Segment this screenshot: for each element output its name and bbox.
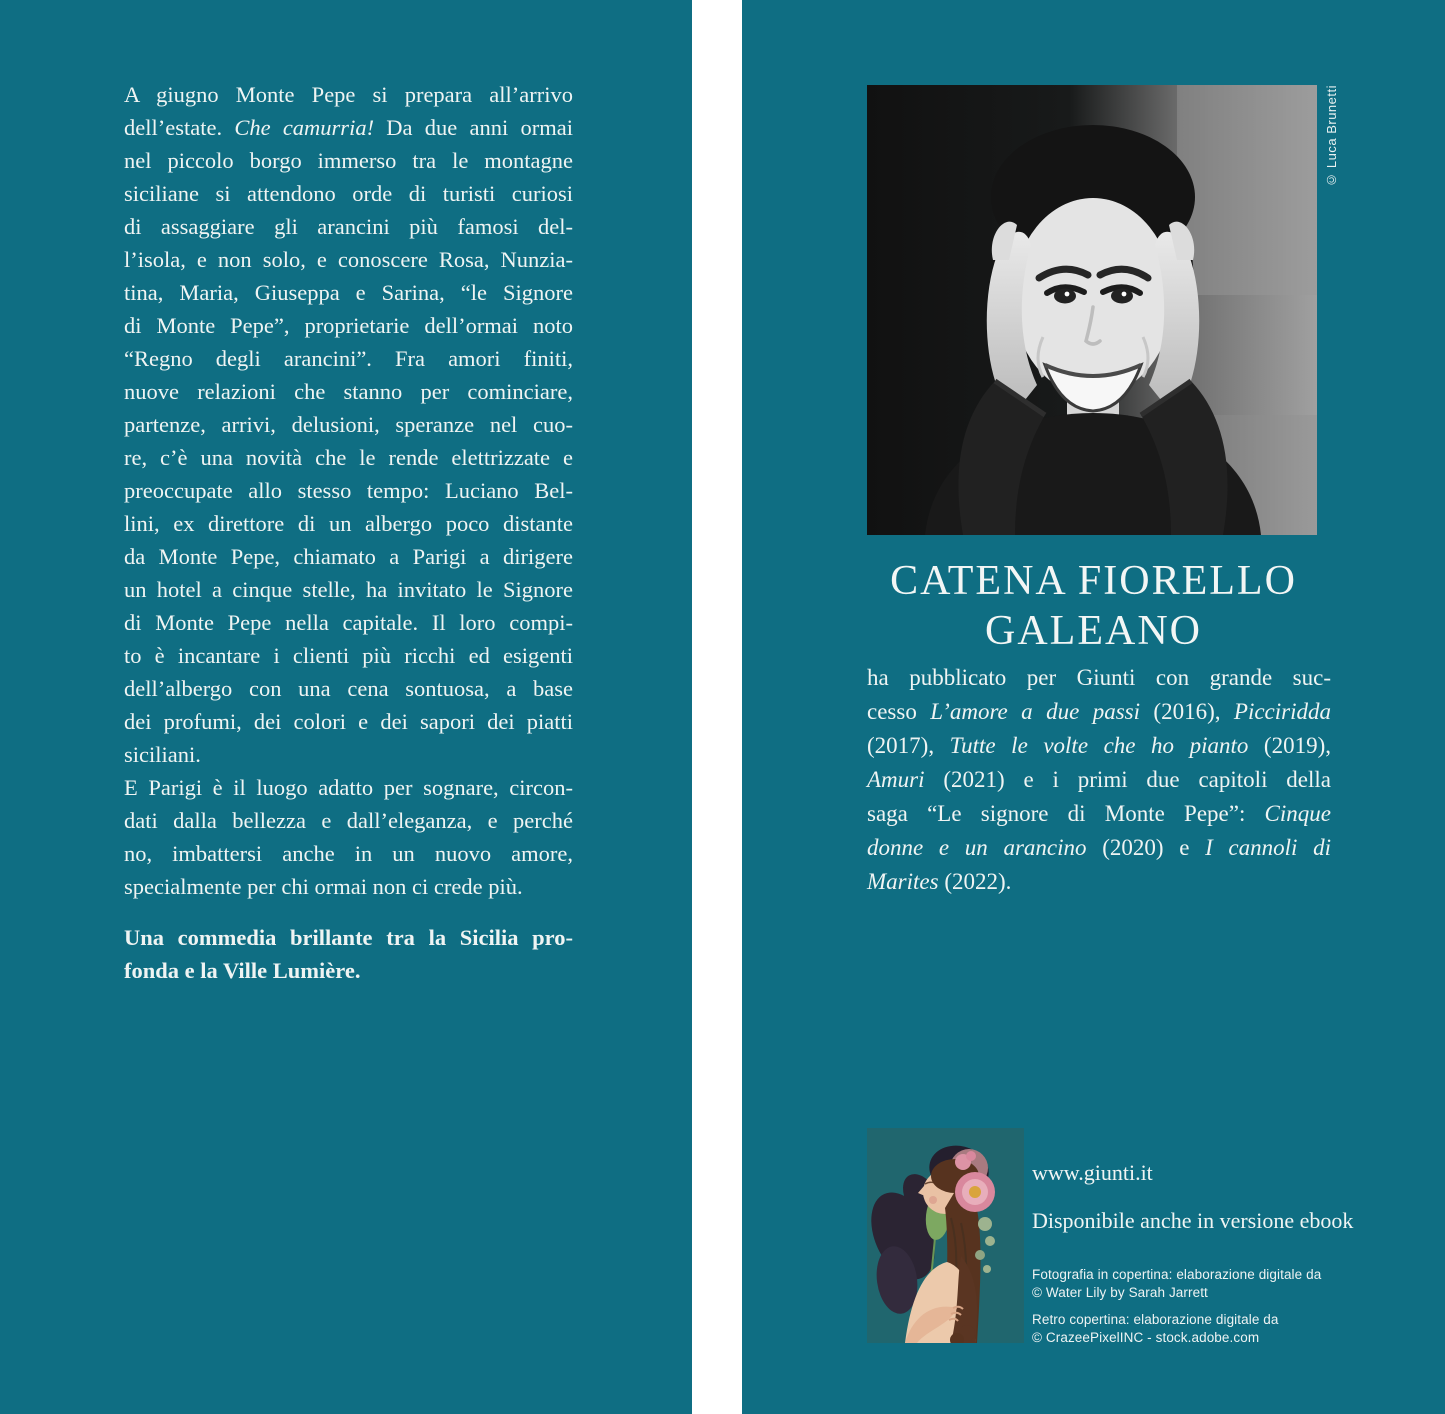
back-cover-credit-line1: Retro copertina: elaborazione digitale da xyxy=(1032,1312,1279,1327)
text-line: to è incantare i clienti più ricchi ed esigenti xyxy=(124,643,573,668)
text-line: tina, Maria, Giuseppa e Sarina, “le Signore xyxy=(124,280,573,305)
text-line: partenze, arrivi, delusioni, speranze nel cuo- xyxy=(124,412,573,437)
text-line: fonda e la Ville Lumière. xyxy=(124,958,361,983)
text-line: dell’estate. Che camurria! Da due anni ormai xyxy=(124,115,573,140)
text-line: da Monte Pepe, chiamato a Parigi a dirigere xyxy=(124,544,573,569)
cover-thumbnail-image xyxy=(867,1128,1024,1343)
text-line: “Regno degli arancini”. Fra amori finiti, xyxy=(124,346,573,371)
text-line: preoccupate allo stesso tempo: Luciano Bel- xyxy=(124,478,573,503)
photo-credit-text: © Luca Brunetti xyxy=(1324,85,1339,188)
text-line: di assaggiare gli arancini più famosi del- xyxy=(124,214,573,239)
publisher-website: www.giunti.it xyxy=(1032,1160,1153,1185)
author-photo xyxy=(867,85,1317,535)
text-line: no, imbattersi anche in un nuovo amore, xyxy=(124,841,573,866)
text-line: E Parigi è il luogo adatto per sognare, circon- xyxy=(124,775,573,800)
text-line: l’isola, e non solo, e conoscere Rosa, Nunzia- xyxy=(124,247,573,272)
author-bio xyxy=(867,661,1331,899)
author-name xyxy=(742,556,1445,656)
text-line: un hotel a cinque stelle, ha invitato le Signore xyxy=(124,577,573,602)
front-cover-credit-line2: © Water Lily by Sarah Jarrett xyxy=(1032,1285,1208,1300)
cover-thumbnail xyxy=(867,1128,1024,1343)
text-line: A giugno Monte Pepe si prepara all’arrivo xyxy=(124,82,573,107)
tagline-text xyxy=(124,921,573,987)
text-line: dei profumi, dei colori e dei sapori dei piatti xyxy=(124,709,573,734)
text-line: Una commedia brillante tra la Sicilia pro- xyxy=(124,925,573,950)
text-line: lini, ex direttore di un albergo poco distante xyxy=(124,511,573,536)
text-line: cesso L’amore a due passi (2016), Picciridda xyxy=(867,699,1331,724)
text-line: ha pubblicato per Giunti con grande suc- xyxy=(867,665,1331,690)
back-cover-credit xyxy=(1032,1311,1279,1347)
text-line: re, c’è una novità che le rende elettrizzate e xyxy=(124,445,573,470)
front-cover-credit-line1: Fotografia in copertina: elaborazione digitale da xyxy=(1032,1267,1322,1282)
text-line: siciliane si attendono orde di turisti curiosi xyxy=(124,181,573,206)
front-cover-credit xyxy=(1032,1266,1321,1302)
flap-divider xyxy=(692,0,742,1414)
text-line: nuove relazioni che stanno per cominciare, xyxy=(124,379,573,404)
ebook-availability-note: Disponibile anche in versione ebook xyxy=(1032,1208,1354,1233)
text-line: Marites (2022). xyxy=(867,869,1012,894)
text-line: nel piccolo borgo immerso tra le montagne xyxy=(124,148,573,173)
back-cover-credit-line2: © CrazeePixelINC - stock.adobe.com xyxy=(1032,1330,1260,1345)
author-name-line2: GALEANO xyxy=(985,608,1202,654)
text-line: di Monte Pepe”, proprietarie dell’ormai noto xyxy=(124,313,573,338)
text-line: dell’albergo con una cena sontuosa, a base xyxy=(124,676,573,701)
author-photo-image xyxy=(867,85,1317,535)
text-line: di Monte Pepe nella capitale. Il loro compi- xyxy=(124,610,573,635)
text-line: Amuri (2021) e i primi due capitoli della xyxy=(867,767,1331,792)
synopsis-text xyxy=(124,78,573,903)
author-name-line1: CATENA FIORELLO xyxy=(890,558,1297,604)
text-line: specialmente per chi ormai non ci crede più. xyxy=(124,874,523,899)
text-line: siciliani. xyxy=(124,742,201,767)
text-line: dati dalla bellezza e dall’eleganza, e perché xyxy=(124,808,573,833)
text-line: saga “Le signore di Monte Pepe”: Cinque xyxy=(867,801,1331,826)
text-line: (2017), Tutte le volte che ho pianto (2019), xyxy=(867,733,1331,758)
text-line: donne e un arancino (2020) e I cannoli di xyxy=(867,835,1331,860)
